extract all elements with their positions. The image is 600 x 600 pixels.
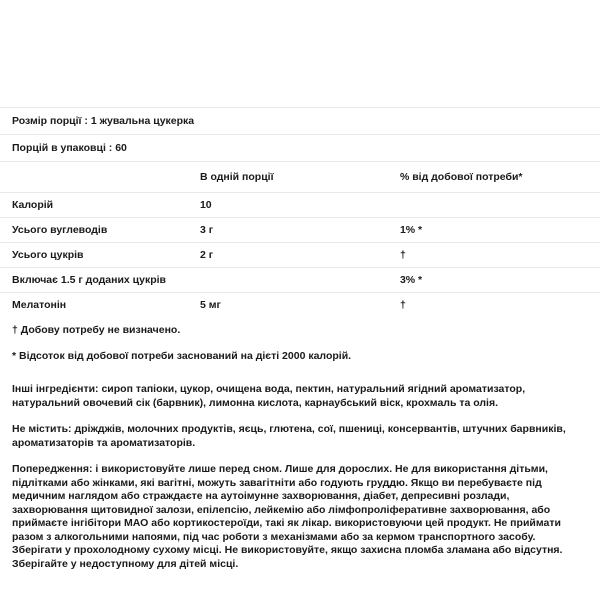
nutrient-daily-value: 3% * xyxy=(399,274,423,286)
nutrient-amount: 2 г xyxy=(199,249,214,261)
supplement-facts-table-body xyxy=(0,108,600,318)
nutrient-amount xyxy=(200,268,400,293)
information-paragraphs xyxy=(0,383,600,571)
servings-per-container-label: Порцій в упаковці : 60 xyxy=(12,142,127,154)
nutrient-daily-value: 1% * xyxy=(399,224,423,236)
nutrient-name: Включає 1.5 г доданих цукрів xyxy=(12,274,166,286)
servings-per-container-row xyxy=(0,135,600,162)
footnotes-section xyxy=(0,317,600,369)
nutrient-name: Мелатонін xyxy=(12,299,67,311)
column-header-name xyxy=(0,162,200,193)
nutrient-amount: 5 мг xyxy=(199,299,221,311)
serving-size-label: Розмір порції : 1 жувальна цукерка xyxy=(12,115,195,127)
nutrient-name: Калорій xyxy=(12,199,54,211)
warning-paragraph: Попередження: і використовуйте лише перед сном. Лише для дорослих. Не для використання дітьми, підлітками або жінками, які вагітні, можуть завагітніти або годують груддю. Якщо ви перебуваєте під медичним наглядом або страждаєте на аутоімунне захворювання, діабет, депресивні розлади, захворювання щитовидної залози, епілепсію, лейкемію або лімфопроліферативне захворювання, або приймаєте інгібітори МАО або кортикостероїди, такі як лікар. використовуючи цей продукт. Не приймати разом з алкогольними напоями, під час роботи з механізмами або за кермом транспортного засобу. Зберігати у прохолодному сухому місці. Не використовуйте, якщо захисна пломба зламана або відсутня. Зберігайте у недоступному для дітей місці. xyxy=(12,463,563,570)
nutrient-daily-value: † xyxy=(399,249,406,261)
nutrient-amount: 10 xyxy=(199,199,212,211)
column-header-daily-value: % від добової потреби* xyxy=(399,171,523,183)
table-header-row xyxy=(0,162,600,193)
other-ingredients-paragraph: Інші інгредієнти: сироп тапіоки, цукор, очищена вода, пектин, натуральний ягідний ароматизатор, натуральний овочевий сік (барвник), лимонна кислота, карнаубський віск, крохмаль та олія. xyxy=(12,383,526,409)
nutrient-daily-value: † xyxy=(399,299,406,311)
top-spacer xyxy=(0,0,600,107)
table-row xyxy=(0,243,600,268)
footnote-asterisk: * Відсоток від добової потреби заснований на дієті 2000 калорій. xyxy=(12,350,352,362)
table-row xyxy=(0,218,600,243)
table-row xyxy=(0,293,600,318)
footnote-dagger: † Добову потребу не визначено. xyxy=(12,324,181,336)
serving-size-row xyxy=(0,108,600,135)
column-header-amount-per-serving: В одній порції xyxy=(199,171,274,183)
nutrient-name: Усього вуглеводів xyxy=(12,224,108,236)
free-from-paragraph: Не містить: дріжджів, молочних продуктів, яєць, глютена, сої, пшениці, консервантів, штучних барвників, ароматизаторів та ароматизаторів. xyxy=(12,423,566,449)
nutrient-amount: 3 г xyxy=(199,224,214,236)
table-row xyxy=(0,268,600,293)
nutrient-daily-value xyxy=(400,193,600,218)
supplement-facts-table xyxy=(0,107,600,317)
nutrient-name: Усього цукрів xyxy=(12,249,84,261)
table-row xyxy=(0,193,600,218)
